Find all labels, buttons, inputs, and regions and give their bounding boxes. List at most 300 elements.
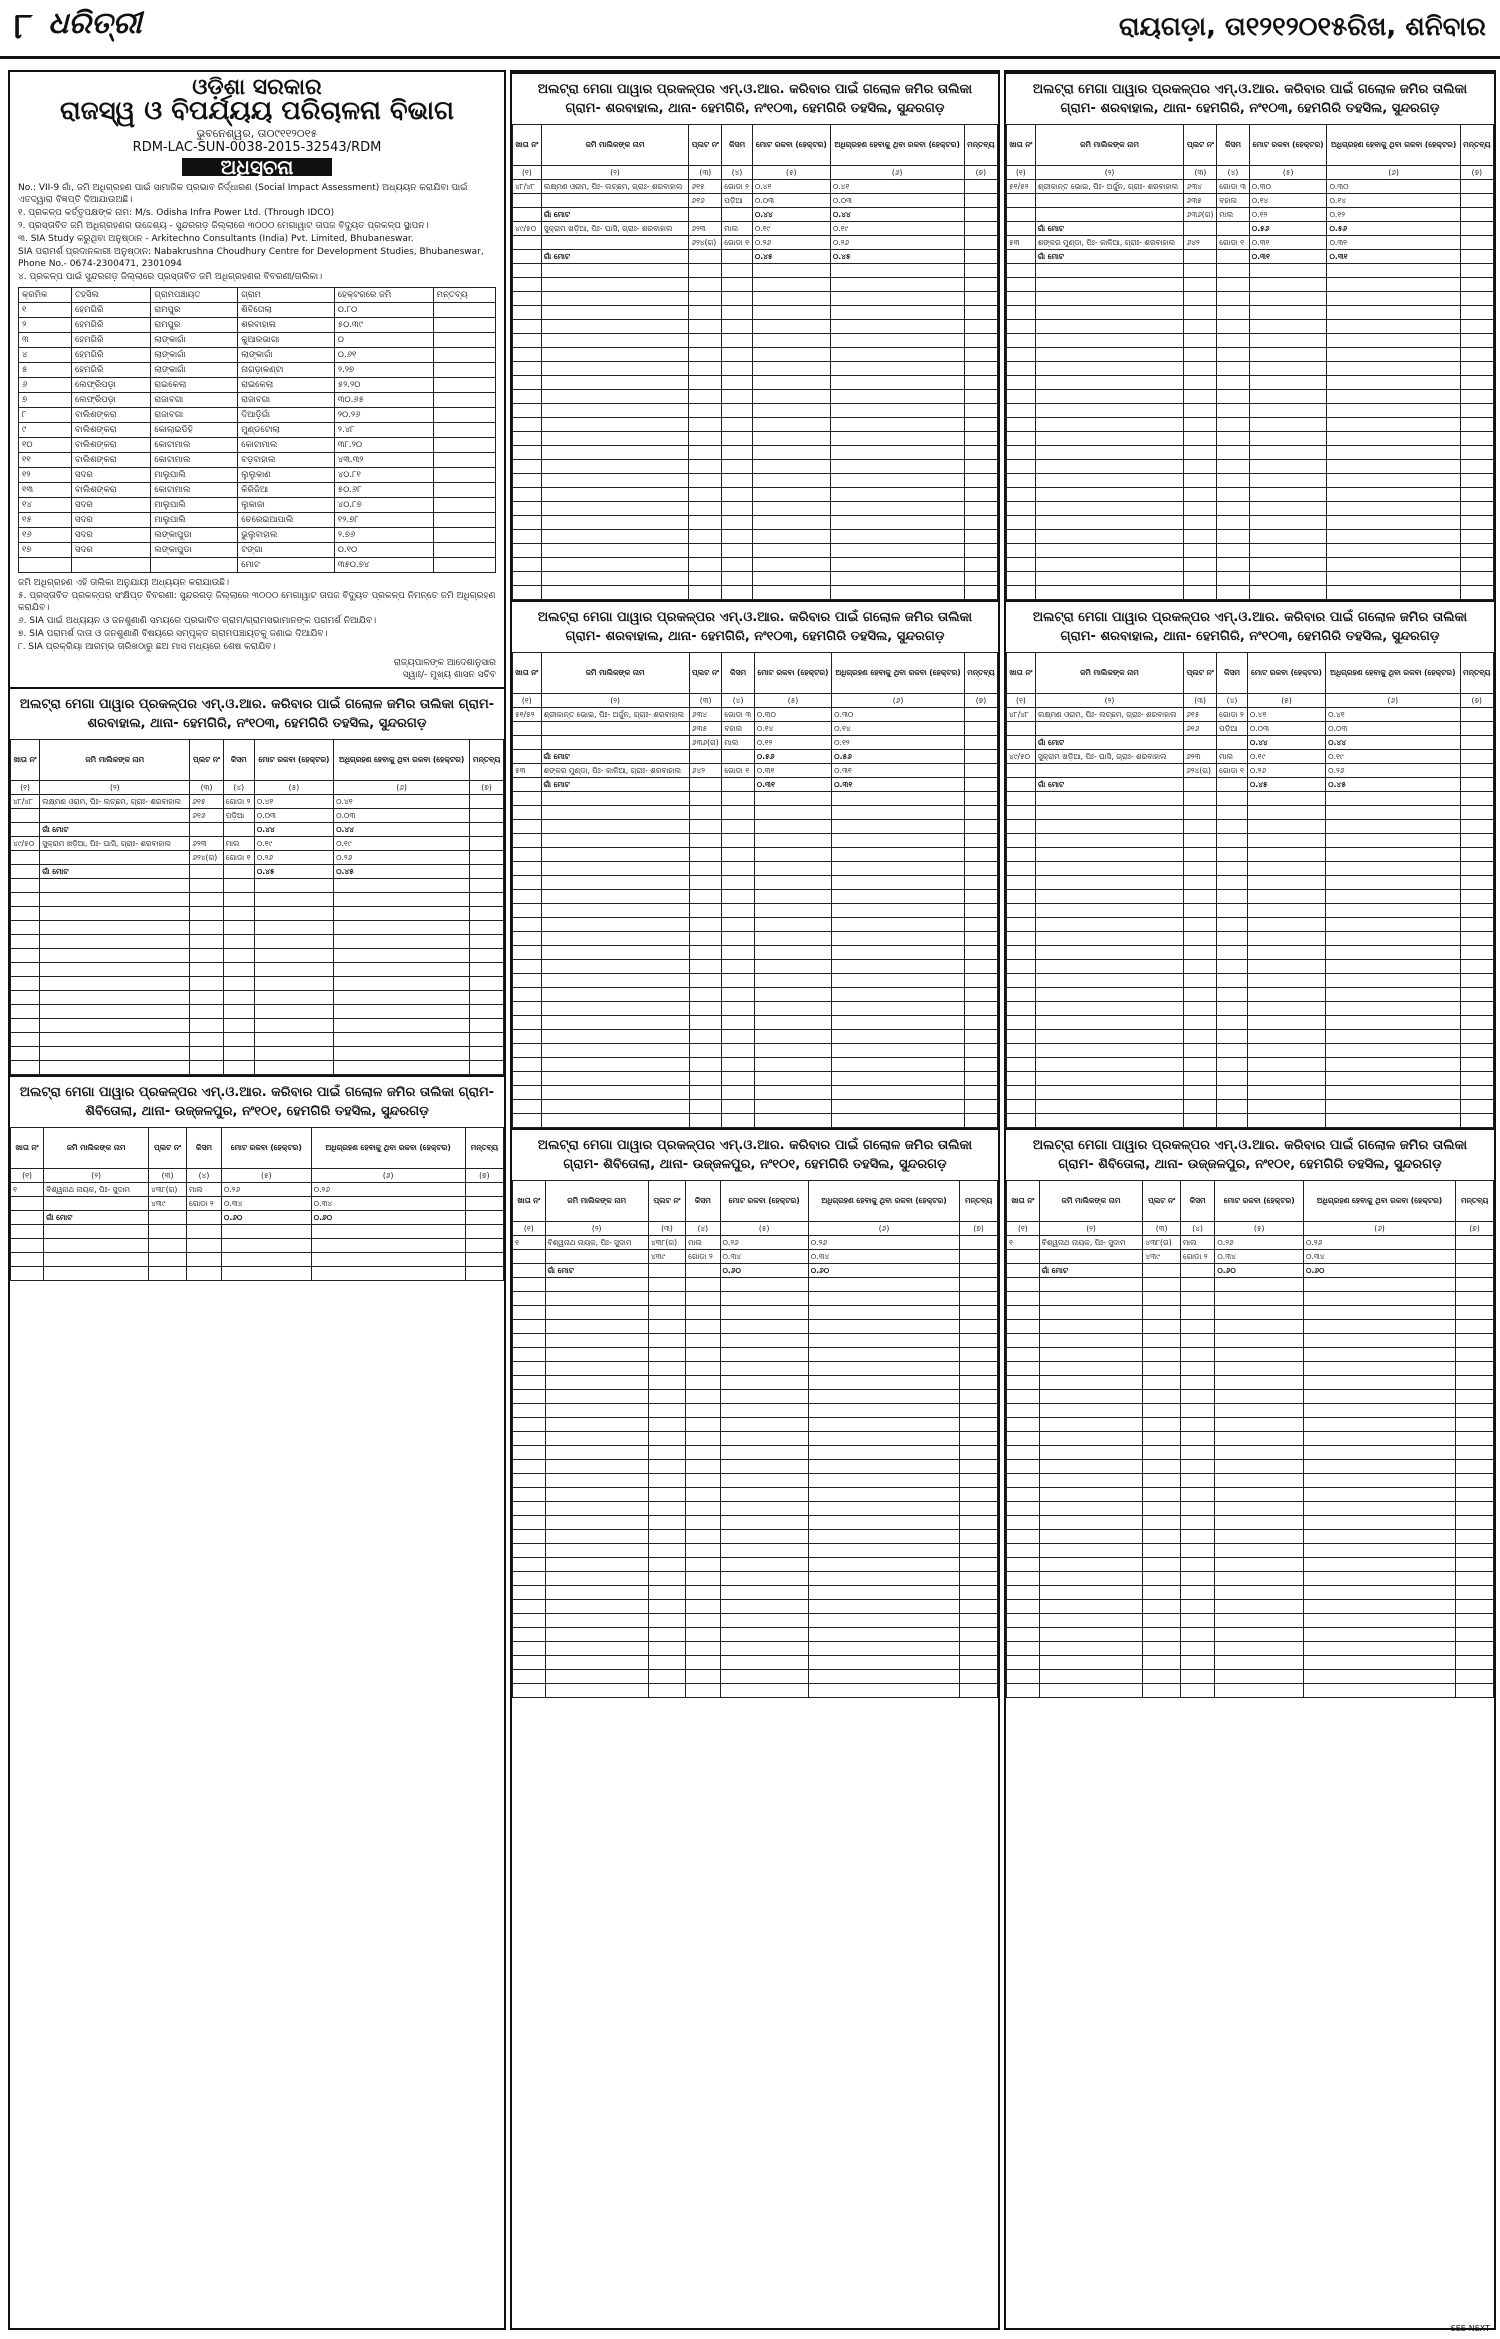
header-cell: ମନ୍ତବ୍ୟ [1460, 125, 1493, 166]
land-table-cell [830, 348, 964, 362]
village-table-cell: ୨.୭୬ [334, 528, 433, 543]
land-table-cell [1035, 334, 1184, 348]
land-table-cell: ୦.୩୧ [1249, 250, 1327, 264]
land-table-cell [513, 946, 542, 960]
land-table-cell [513, 1446, 546, 1460]
land-table-cell [1215, 1292, 1304, 1306]
land-table-cell [1184, 806, 1217, 820]
land-table-cell [513, 1292, 546, 1306]
land-table-cell [720, 1586, 808, 1600]
land-table-cell [1215, 1614, 1304, 1628]
land-table-cell [1304, 1544, 1456, 1558]
land-table-cell [1180, 1460, 1215, 1474]
land-table [1006, 1180, 1494, 1698]
land-table-cell [334, 1019, 470, 1033]
land-table-cell [1304, 1600, 1456, 1614]
notice-paragraphs [18, 182, 496, 283]
land-table-cell [689, 750, 722, 764]
land-table-row [513, 1320, 998, 1334]
header-cell: ପ୍ଲଟ ନଂ [1184, 125, 1217, 166]
land-table-cell [1456, 1432, 1494, 1446]
land-table-cell [40, 1005, 190, 1019]
land-table-cell [1460, 250, 1493, 264]
village-table-row [19, 558, 496, 573]
land-table-cell: ମାଲ [1217, 750, 1248, 764]
index-cell: (୬) [832, 694, 965, 708]
land-table-cell [1460, 180, 1493, 194]
land-table-cell [465, 1211, 503, 1225]
land-table-cell: ୦.୧୯ [1247, 750, 1325, 764]
land-table-row [1007, 1236, 1494, 1250]
land-table-cell [752, 376, 830, 390]
land-table-cell [689, 778, 722, 792]
land-table-cell [470, 809, 504, 823]
land-table-cell [541, 1044, 689, 1058]
land-table-cell [1215, 1474, 1304, 1488]
land-table-row [1007, 488, 1494, 502]
land-table-cell [1460, 876, 1493, 890]
land-table-cell [1035, 764, 1183, 778]
section-title: ଅଲଟ୍ରା ମେଗା ପାୱାର ପ୍ରକଳ୍ପର ଏମ୍.ଓ.ଆର. କରିବାର ପାଇଁ ଗଲୋଳ ଜମିର ତାଲିକା ଗ୍ରାମ- ଶିବିତୋଲା, ଥାନା- ଉଜ୍ଜଳପୁର, ନଂ୧୦୧, ହେମଗିରି ତହସିଲ, ସୁନ୍ଦରଗଡ଼ [1032, 1138, 1468, 1172]
header-cell: ଅଧିଗ୍ରହଣ ହେବାକୁ ଥିବା ରକବା (ହେକ୍ଟର) [832, 653, 965, 694]
land-table-cell [754, 974, 831, 988]
land-table-cell [513, 750, 542, 764]
land-table-cell [1007, 862, 1036, 876]
land-table-cell [545, 1614, 648, 1628]
land-table-cell [513, 778, 542, 792]
land-table-cell: ୦.୦୩ [752, 194, 830, 208]
land-table-cell [752, 334, 830, 348]
header-cell: ଖାତା ନଂ [1007, 653, 1036, 694]
land-table-cell [1217, 530, 1250, 544]
village-table-cell: ନାଗଡ଼ାକଣ୍ଟା [238, 363, 335, 378]
dateline: ରାୟଗଡ଼ା, ତା୧୨୧୨୦୧୫ରିଖ, ଶନିବାର [1118, 12, 1486, 42]
land-table-cell [541, 292, 689, 306]
land-table-cell [1327, 404, 1460, 418]
land-table-cell [541, 1002, 689, 1016]
land-table-cell: ୦.୪୧ [830, 180, 964, 194]
village-table-cell: ହେମଗିରି [71, 318, 150, 333]
land-table-cell [513, 1320, 546, 1334]
signature-line: ରାଜ୍ୟପାଳଙ୍କ ଆଦେଶାନୁସାର [393, 658, 496, 668]
land-table-cell [964, 222, 997, 236]
land-table-cell: ବହାଲ [722, 722, 754, 736]
land-table-cell [830, 320, 964, 334]
land-table-cell [1035, 722, 1183, 736]
land-table-row [11, 851, 504, 865]
land-table-cell [754, 1058, 831, 1072]
land-table-cell [722, 1016, 754, 1030]
header-cell: ମନ୍ତବ୍ୟ [964, 125, 997, 166]
land-table-cell [1460, 474, 1493, 488]
land-table-cell [1007, 1418, 1040, 1432]
land-table-cell [689, 834, 722, 848]
land-table-cell: ୬୧୫ [1184, 708, 1217, 722]
land-table-row [513, 1474, 998, 1488]
land-table-cell [964, 376, 997, 390]
land-table-cell [470, 1061, 504, 1075]
land-table-cell [964, 432, 997, 446]
land-table-cell [689, 502, 722, 516]
land-table-cell [1217, 292, 1250, 306]
index-cell: (୧) [1007, 694, 1036, 708]
land-table-row [1007, 1334, 1494, 1348]
land-table-cell [1460, 278, 1493, 292]
index-cell: (୪) [223, 781, 254, 795]
index-cell: (୫) [720, 1222, 808, 1236]
land-table-cell: ୦.୪୧ [254, 795, 333, 809]
land-table-cell [754, 890, 831, 904]
land-table-cell [1007, 1058, 1036, 1072]
land-table-row [513, 764, 998, 778]
land-table-cell [1007, 946, 1036, 960]
land-table-cell [465, 1267, 503, 1281]
land-table-cell [1007, 320, 1036, 334]
land-table-row [1007, 250, 1494, 264]
land-table-cell: ୪୩୯ [1143, 1250, 1180, 1264]
village-table-cell: ରାଇକେଲା [238, 378, 335, 393]
land-table-row [1007, 1306, 1494, 1320]
village-table-cell: ୧୭ [19, 543, 72, 558]
land-table-cell [1007, 1642, 1040, 1656]
land-table-cell [1143, 1404, 1180, 1418]
land-table-cell [190, 1061, 223, 1075]
land-table-row [11, 865, 504, 879]
index-cell: (୪) [1180, 1222, 1215, 1236]
land-table-cell [808, 1362, 959, 1376]
land-table-row [1007, 1446, 1494, 1460]
land-table-cell [960, 1306, 998, 1320]
land-table-cell [1039, 1292, 1143, 1306]
land-table-cell: ୫୧/୫୨ [513, 708, 542, 722]
land-table-row [1007, 1002, 1494, 1016]
land-table-cell [541, 390, 689, 404]
land-table-row [513, 1628, 998, 1642]
land-table-cell [1215, 1488, 1304, 1502]
land-table-cell [752, 488, 830, 502]
land-table-cell [11, 991, 40, 1005]
land-table-cell [513, 334, 542, 348]
land-table-row [1007, 236, 1494, 250]
header-cell: ଜମି ମାଲିକଙ୍କ ନାମ [1035, 125, 1184, 166]
land-table-cell [1217, 474, 1250, 488]
land-table-cell [545, 1684, 648, 1698]
land-table-cell: ୪୯/୫୦ [1007, 750, 1036, 764]
land-table-cell [334, 893, 470, 907]
land-table-cell [1184, 418, 1217, 432]
land-table-cell [964, 558, 997, 572]
village-table-cell: ଗ୍ରାମ [238, 288, 335, 303]
land-table-cell: ଗାଁ ମୋଟ [1039, 1264, 1143, 1278]
land-table-cell [513, 1474, 546, 1488]
land-table-row [1007, 348, 1494, 362]
land-table-row [513, 834, 998, 848]
land-table-cell [752, 264, 830, 278]
land-table-cell: ୦.୩୦ [1327, 180, 1460, 194]
land-table-cell [1035, 1114, 1183, 1128]
land-table-cell [1184, 474, 1217, 488]
land-table-cell [1039, 1502, 1143, 1516]
land-table-row [513, 1418, 998, 1432]
land-table-cell [1249, 474, 1327, 488]
land-table-row [513, 348, 998, 362]
land-table-index-row [11, 1169, 504, 1183]
village-table-cell: ଲାଙ୍କାଗାଁ [151, 333, 238, 348]
land-table-cell [541, 722, 689, 736]
header-cell: ଜମି ମାଲିକଙ୍କ ନାମ [40, 740, 190, 781]
notice-objection-paragraphs [18, 577, 496, 653]
land-table-row [1007, 544, 1494, 558]
land-table-cell [1456, 1586, 1494, 1600]
land-table-cell [1217, 418, 1250, 432]
land-table-cell [1007, 792, 1036, 806]
land-table-cell [1035, 974, 1183, 988]
land-table-cell [1007, 432, 1036, 446]
land-table-cell [1326, 876, 1460, 890]
land-table-cell [830, 432, 964, 446]
land-table [1006, 652, 1494, 1128]
land-table-cell [1456, 1516, 1494, 1530]
land-table-cell [1217, 544, 1250, 558]
land-table-cell [1217, 460, 1250, 474]
land-table-cell [541, 1016, 689, 1030]
land-table-cell [513, 1614, 546, 1628]
land-table-cell [1007, 1572, 1040, 1586]
land-table-cell [1217, 586, 1250, 600]
land-table-cell [1184, 974, 1217, 988]
land-table-cell [1460, 264, 1493, 278]
land-table-cell [964, 516, 997, 530]
land-table-cell: ୦.୪୪ [752, 208, 830, 222]
notice-paragraph: ୨. ପ୍ରସ୍ତାବିତ ଜମି ଅଧିଗ୍ରହଣର ଉଦ୍ଦେଶ୍ୟ - ସୁନ୍ଦରଗଡ଼ ଜିଲ୍ଲାରେ ୩୦୦୦ ମେଗାୱାଟ ତାପଜ ବିଦ୍ୟୁତ ପ୍ରକଳ୍ପ ସ୍ଥାପନ। [18, 221, 429, 231]
land-table-cell [1460, 1114, 1493, 1128]
land-table-row [1007, 736, 1494, 750]
land-table-cell [808, 1348, 959, 1362]
land-table-cell [1456, 1656, 1494, 1670]
land-table-cell [1215, 1390, 1304, 1404]
land-table-cell [541, 806, 689, 820]
land-table-cell [1327, 502, 1460, 516]
land-table-cell [1215, 1502, 1304, 1516]
land-table-row [513, 848, 998, 862]
land-table-cell [1180, 1572, 1215, 1586]
land-table-cell [190, 1005, 223, 1019]
land-table-cell [1039, 1684, 1143, 1698]
land-table-row [1007, 404, 1494, 418]
land-table-row [1007, 890, 1494, 904]
land-table-cell [513, 544, 542, 558]
land-table-cell [513, 502, 542, 516]
village-table-cell: କୋଟାମାଲ [151, 453, 238, 468]
land-table-cell: ଲକ୍ଷ୍ମଣ ଓରାମ, ପିଃ- ଲଚ୍ଛମ, ଗ୍ରାଃ- ଶରବାହାଲ [1035, 708, 1183, 722]
land-table-cell [1007, 1502, 1040, 1516]
land-table-row [1007, 390, 1494, 404]
land-table-cell [752, 278, 830, 292]
land-table-cell: ୦.୧୨ [832, 736, 965, 750]
land-table-cell [1039, 1320, 1143, 1334]
header-cell: ଅଧିଗ୍ରହଣ ହେବାକୁ ଥିବା ରକବା (ହେକ୍ଟର) [830, 125, 964, 166]
land-table-row [11, 949, 504, 963]
land-table-cell [1460, 722, 1493, 736]
index-cell: (୭) [465, 1169, 503, 1183]
land-table-cell [832, 1044, 965, 1058]
land-table-cell [686, 1530, 720, 1544]
land-table-cell [1326, 1044, 1460, 1058]
header-cell: କିସମ [1217, 653, 1248, 694]
header-cell: ପ୍ଲଟ ନଂ [689, 653, 722, 694]
land-table-cell: ୫୩ [1007, 236, 1036, 250]
land-table-cell [1327, 460, 1460, 474]
land-table-cell [1247, 834, 1325, 848]
land-table-cell [1217, 904, 1248, 918]
land-table-cell [1007, 376, 1036, 390]
land-table-cell [832, 820, 965, 834]
land-table-cell [1035, 544, 1184, 558]
land-table-row [1007, 792, 1494, 806]
land-table-cell: ୦.୩୧ [1249, 236, 1327, 250]
land-table-cell [1249, 502, 1327, 516]
land-table-row [513, 1362, 998, 1376]
land-table-cell [541, 820, 689, 834]
land-table-cell [1460, 320, 1493, 334]
land-table-header [11, 740, 504, 781]
land-table-cell: ୦.୦୩ [1326, 722, 1460, 736]
land-table-cell [830, 558, 964, 572]
land-table [1006, 124, 1494, 600]
land-table-row [11, 963, 504, 977]
land-table-cell [960, 1600, 998, 1614]
land-table-row [1007, 1250, 1494, 1264]
land-table-cell [513, 320, 542, 334]
notice-paragraph: ୮. SIA ପ୍ରକ୍ରିୟା ଆରମ୍ଭ ତାରିଖଠାରୁ ଛଅ ମାସ ମଧ୍ୟରେ ଶେଷ କରାଯିବ। [18, 642, 276, 652]
land-table-cell [960, 1320, 998, 1334]
village-table [18, 287, 496, 573]
land-table-cell [541, 362, 689, 376]
land-table-cell: ୦.୪୪ [830, 208, 964, 222]
land-table-row [513, 530, 998, 544]
village-table-row [19, 543, 496, 558]
land-table-cell [1143, 1516, 1180, 1530]
land-table-cell [1039, 1572, 1143, 1586]
land-table-cell [1215, 1432, 1304, 1446]
village-table-row [19, 438, 496, 453]
land-table-cell [1215, 1320, 1304, 1334]
land-table-row [1007, 1558, 1494, 1572]
land-table-cell [1035, 586, 1184, 600]
notice-paragraph: ୩. SIA Study କରୁଥିବା ଅନୁଷ୍ଠାନ - Arkitechno Consultants (India) Pvt. Limited, Bhubaneswar. [18, 234, 414, 244]
land-table-cell [1007, 1072, 1036, 1086]
land-table-cell [1217, 834, 1248, 848]
land-table-cell [722, 348, 753, 362]
land-table-cell [689, 876, 722, 890]
land-table-cell [1039, 1586, 1143, 1600]
land-table-cell [1039, 1474, 1143, 1488]
land-table-cell [1327, 334, 1460, 348]
land-table-cell [752, 390, 830, 404]
land-table-cell [513, 208, 542, 222]
land-table-cell [960, 1278, 998, 1292]
land-table-cell: ୪୩୯ [648, 1250, 685, 1264]
land-table-cell [686, 1544, 720, 1558]
land-table-cell [1326, 1002, 1460, 1016]
land-table-cell [1304, 1614, 1456, 1628]
land-table-cell [1035, 1044, 1183, 1058]
header-cell: ଜମି ମାଲିକଙ୍କ ନାମ [44, 1128, 149, 1169]
land-table-cell [648, 1600, 685, 1614]
village-table-cell: ସଦର [71, 543, 150, 558]
land-table-row [11, 1225, 504, 1239]
land-table-cell: ୪୩୯ [149, 1197, 187, 1211]
land-table-cell [686, 1670, 720, 1684]
land-table-cell [754, 806, 831, 820]
land-table-cell [1215, 1670, 1304, 1684]
land-table-cell [470, 991, 504, 1005]
land-table-cell [964, 876, 997, 890]
village-table-cell: ଶିବିତୋଲା [238, 303, 335, 318]
village-table-row [19, 498, 496, 513]
land-table-cell: ଗୋଡା ୨ [223, 795, 254, 809]
land-table-cell [722, 404, 753, 418]
land-table-cell [1456, 1264, 1494, 1278]
land-table-cell [1217, 516, 1250, 530]
land-table-cell [1460, 1044, 1493, 1058]
header-cell: ଅଧିଗ୍ରହଣ ହେବାକୁ ଥିବା ରକବା (ହେକ୍ଟର) [1326, 653, 1460, 694]
land-table-cell [1143, 1306, 1180, 1320]
land-table-cell [1184, 544, 1217, 558]
village-table-cell: ୦.୬୧ [334, 348, 433, 363]
land-table-cell [808, 1278, 959, 1292]
land-table-cell: ସୁକ୍ରାମ ଖଡ଼ିଆ, ପିଃ- ଘାସି, ଗ୍ରାଃ- ଶରବାହାଲ [40, 837, 190, 851]
land-table-cell: ୦.୩୧ [1327, 236, 1460, 250]
land-table-cell [541, 432, 689, 446]
header-cell: ଖାତା ନଂ [1007, 1181, 1040, 1222]
land-table-cell [254, 893, 333, 907]
land-table-row [1007, 848, 1494, 862]
land-table-cell [545, 1376, 648, 1390]
village-table-cell: ମାଲୁପାଲି [151, 498, 238, 513]
land-table-cell [223, 949, 254, 963]
land-table-cell [1007, 1600, 1040, 1614]
index-cell: (୨) [1035, 694, 1183, 708]
land-table-row [1007, 974, 1494, 988]
index-cell: (୪) [1217, 166, 1250, 180]
land-table-cell [964, 292, 997, 306]
village-table-cell: ବାଲିଶଙ୍କରା [71, 423, 150, 438]
land-table-cell: ୬୪୨ [1184, 236, 1217, 250]
land-table-cell [752, 502, 830, 516]
land-table-cell: ୦.୨୬ [334, 851, 470, 865]
land-table-row [1007, 904, 1494, 918]
land-table-cell [1460, 904, 1493, 918]
land-table-cell [960, 1572, 998, 1586]
land-table-cell [223, 893, 254, 907]
land-table-row [513, 722, 998, 736]
land-table-cell [1180, 1586, 1215, 1600]
land-table-cell [1326, 1114, 1460, 1128]
land-table-cell [1460, 750, 1493, 764]
notice-paragraph: ୧. ପ୍ରକଳ୍ପ କର୍ତ୍ତୃପକ୍ଷଙ୍କ ନାମ: M/s. Odisha Infra Power Ltd. (Through IDCO) [18, 208, 335, 218]
land-table-cell [752, 544, 830, 558]
land-table-cell [1039, 1642, 1143, 1656]
land-table-cell [1460, 306, 1493, 320]
land-table-cell [1039, 1348, 1143, 1362]
land-table-cell [513, 904, 542, 918]
land-table-row [1007, 750, 1494, 764]
land-table-cell [960, 1446, 998, 1460]
land-table-cell [513, 460, 542, 474]
land-table-row [1007, 1614, 1494, 1628]
land-table-cell [1039, 1628, 1143, 1642]
